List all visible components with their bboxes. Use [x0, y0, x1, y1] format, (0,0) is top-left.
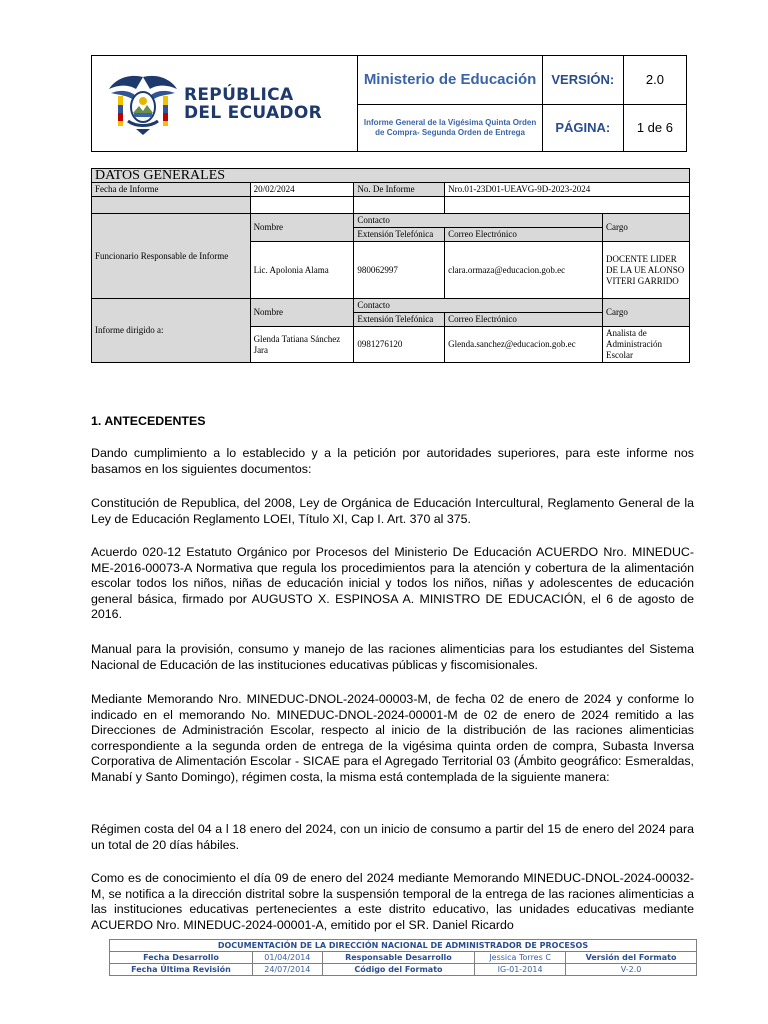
datos-generales-table: [91, 168, 690, 363]
dirigido-nombre: Glenda Tatiana Sánchez Jara: [250, 327, 354, 363]
footer-codigo-label: Código del Formato: [322, 964, 474, 976]
funcionario-cargo: DOCENTE LIDER DE LA UE ALONSO VITERI GARRIDO: [603, 242, 690, 299]
cargo-header: Cargo: [603, 214, 690, 242]
report-title-cell: [358, 105, 542, 152]
footer-version-formato-label: Versión del Formato: [566, 952, 697, 964]
paragraph: Como es de conocimiento el día 09 de enero del 2024 mediante Memorando MINEDUC-DNOL-2024-00032-M, se notifica a la dirección distrital sobre la suspensión temporal de la entrega de las raciones alimenticias a las instituciones educativas pertenecientes a este distrito educativo, las unidades educativas mediante ACUERDO Nro. MINEDUC-2024-00001-A, emitido por el SR. Daniel Ricardo: [91, 871, 694, 932]
paragraph: Régimen costa del 04 a l 18 enero del 2024, con un inicio de consumo a partir del 15 de enero del 2024 para un total de 20 días hábiles.: [91, 822, 694, 852]
empty-cell: [354, 197, 445, 214]
dirigido-correo: Glenda.sanchez@educacion.gob.ec: [445, 327, 603, 363]
footer-fecha-desarrollo-label: Fecha Desarrollo: [110, 952, 253, 964]
footer-fecha-desarrollo: 01/04/2014: [252, 952, 322, 964]
extension-header: Extensión Telefónica: [354, 313, 445, 327]
paragraph: Dando cumplimiento a lo establecido y a la petición por autoridades superiores, para este informe nos basamos en los siguientes documentos:: [91, 446, 694, 476]
correo-header: Correo Electrónico: [445, 313, 603, 327]
fecha-value: 20/02/2024: [250, 183, 354, 197]
footer-responsable-label: Responsable Desarrollo: [322, 952, 474, 964]
nombre-header: Nombre: [250, 299, 354, 327]
paragraph: Manual para la provisión, consumo y manejo de las raciones alimenticias para los estudiantes del Sistema Nacional de Educación de las instituciones educativas públicas y fiscomisionales.: [91, 642, 694, 672]
ministry-name: Ministerio de Educación: [363, 71, 537, 88]
no-informe-value: Nro.01-23D01-UEAVG-9D-2023-2024: [445, 183, 690, 197]
funcionario-label: Funcionario Responsable de Informe: [92, 214, 251, 299]
empty-cell: [445, 197, 690, 214]
document-footer: [109, 939, 697, 976]
page-label: PÁGINA:: [555, 120, 611, 135]
logo-line-ecuador: DEL ECUADOR: [184, 102, 322, 123]
logo-wordmark: [184, 86, 322, 122]
paragraph: Acuerdo 020-12 Estatuto Orgánico por Procesos del Ministerio De Educación ACUERDO Nro. MINEDUC-ME-2016-00073-A Normativa que regula los procedimientos para la atención y cobertura de la alimentación escolar todos los niños, niñas de educación inicial y todos los niños, niñas y adolescentes de educación general básica, firmado por AUGUSTO X. ESPINOSA A. MINISTRO DE EDUCACIÓN, el 6 de agosto de 2016.: [91, 545, 694, 622]
paragraph: Mediante Memorando Nro. MINEDUC-DNOL-2024-00003-M, de fecha 02 de enero de 2024 y conforme lo indicado en el memorando No. MINEDUC-DNOL-2024-00001-M de 02 de enero de 2024 remitido a las Direcciones de Administración Escolar, respecto al inicio de la distribución de las raciones alimenticias correspondiente a la segunda orden de entrega de la vigésima quinta orden de compra, Subasta Inversa Corporativa de Alimentación Escolar - SICAE para el Agregado Territorial 03 (Ámbito geográfico: Esmeraldas, Manabí y Santo Domingo), régimen costa, la misma está contemplada de la siguiente manera:: [91, 692, 694, 784]
logo-cell: [92, 56, 358, 152]
footer-version-formato: V-2.0: [566, 964, 697, 976]
report-title: Informe General de la Vigésima Quinta Orden de Compra- Segunda Orden de Entrega: [363, 118, 537, 137]
nombre-header: Nombre: [250, 214, 354, 242]
section-heading: 1. ANTECEDENTES: [91, 414, 206, 428]
dirigido-extension: 0981276120: [354, 327, 445, 363]
cargo-header: Cargo: [603, 299, 690, 327]
funcionario-nombre: Lic. Apolonia Alama: [250, 242, 354, 299]
footer-title: DOCUMENTACIÓN DE LA DIRECCIÓN NACIONAL DE ADMINISTRADOR DE PROCESOS: [110, 940, 697, 952]
footer-codigo: IG-01-2014: [475, 964, 566, 976]
no-informe-label: No. De Informe: [354, 183, 445, 197]
version-value: 2.0: [645, 72, 664, 87]
dirigido-label: Informe dirigido a:: [92, 299, 251, 363]
dirigido-cargo: Analista de Administración Escolar: [603, 327, 690, 363]
version-label-cell: [542, 56, 623, 105]
version-value-cell: [623, 56, 686, 105]
fecha-label: Fecha de Informe: [92, 183, 251, 197]
contacto-header: Contacto: [354, 214, 603, 228]
ministry-cell: [358, 56, 542, 105]
footer-fecha-revision: 24/07/2014: [252, 964, 322, 976]
funcionario-extension: 980062997: [354, 242, 445, 299]
empty-cell: [92, 197, 251, 214]
footer-fecha-revision-label: Fecha Última Revisión: [110, 964, 253, 976]
version-label: VERSIÓN:: [551, 72, 615, 87]
funcionario-correo: clara.ormaza@educacion.gob.ec: [445, 242, 603, 299]
logo-line-republica: REPÚBLICA: [184, 84, 294, 105]
page-label-cell: [542, 105, 623, 152]
page-value-cell: [623, 105, 686, 152]
page-value: 1 de 6: [636, 120, 673, 135]
ecuador-coat-of-arms-icon: [106, 71, 180, 137]
datos-title: DATOS GENERALES: [92, 169, 690, 183]
contacto-header: Contacto: [354, 299, 603, 313]
correo-header: Correo Electrónico: [445, 228, 603, 242]
footer-responsable: Jessica Torres C: [475, 952, 566, 964]
empty-cell: [250, 197, 354, 214]
extension-header: Extensión Telefónica: [354, 228, 445, 242]
document-header: [91, 55, 687, 152]
paragraph: Constitución de Republica, del 2008, Ley de Orgánica de Educación Intercultural, Reglamento General de la Ley de Educación Reglamento LOEI, Título XI, Cap I. Art. 370 al 375.: [91, 496, 694, 526]
